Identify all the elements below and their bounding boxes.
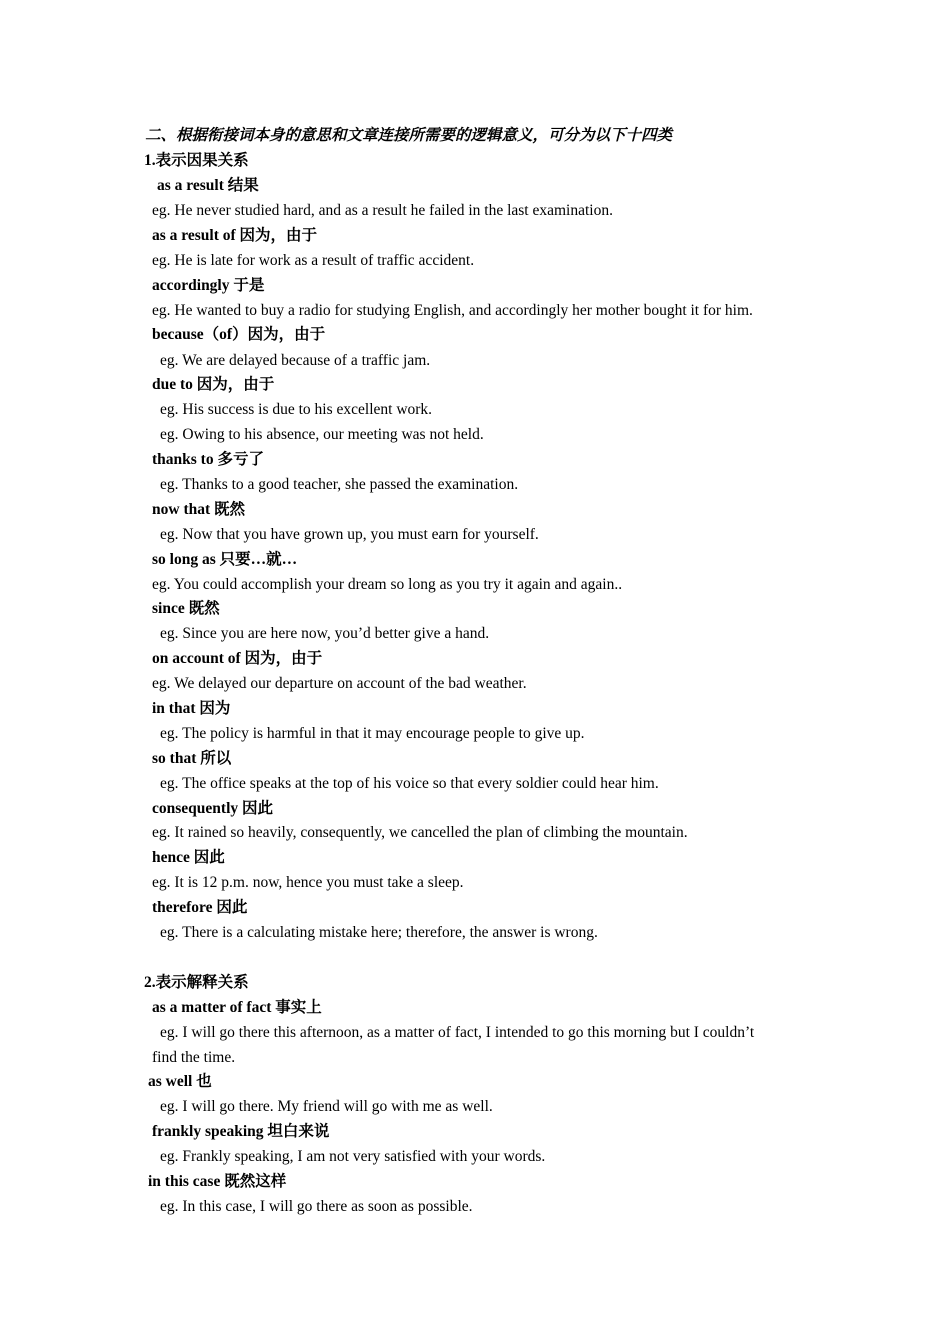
- example-sentence: eg. He wanted to buy a radio for studying English, and accordingly her mother bought it for him.: [152, 302, 753, 319]
- example-sentence: eg. He is late for work as a result of traffic accident.: [152, 252, 475, 269]
- term-in-this-case: in this case 既然这样: [148, 1173, 287, 1190]
- document-heading: 二、根据衔接词本身的意思和文章连接所需要的逻辑意义，可分为以下十四类: [145, 127, 673, 144]
- example-sentence: eg. We delayed our departure on account of the bad weather.: [152, 675, 527, 692]
- term-therefore: therefore 因此: [152, 899, 248, 916]
- example-sentence: eg. I will go there this afternoon, as a matter of fact, I intended to go this morning but I couldn’t: [160, 1024, 755, 1041]
- example-sentence: eg. The policy is harmful in that it may encourage people to give up.: [160, 725, 585, 742]
- example-sentence: eg. Thanks to a good teacher, she passed the examination.: [160, 476, 519, 493]
- term-so-that: so that 所以: [152, 750, 232, 767]
- term-as-well: as well 也: [148, 1073, 212, 1090]
- term-since: since 既然: [152, 600, 220, 617]
- example-sentence: eg. Owing to his absence, our meeting was not held.: [160, 426, 484, 443]
- term-consequently: consequently 因此: [152, 800, 273, 817]
- example-sentence: eg. I will go there. My friend will go with me as well.: [160, 1098, 493, 1115]
- term-thanks-to: thanks to 多亏了: [152, 451, 264, 468]
- term-due-to: due to 因为，由于: [152, 376, 275, 393]
- example-sentence: eg. The office speaks at the top of his voice so that every soldier could hear him.: [160, 775, 659, 792]
- term-so-long-as: so long as 只要…就…: [152, 551, 298, 568]
- example-sentence: eg. Since you are here now, you’d better give a hand.: [160, 625, 490, 642]
- term-frankly-speaking: frankly speaking 坦白来说: [152, 1123, 330, 1140]
- example-sentence: eg. There is a calculating mistake here; therefore, the answer is wrong.: [160, 924, 598, 941]
- term-hence: hence 因此: [152, 849, 225, 866]
- term-because-of: because（of）因为，由于: [152, 326, 326, 343]
- section-title: 1.表示因果关系: [144, 152, 249, 169]
- term-as-a-matter-of-fact: as a matter of fact 事实上: [152, 999, 322, 1016]
- section-title: 2.表示解释关系: [144, 974, 249, 991]
- term-on-account-of: on account of 因为，由于: [152, 650, 323, 667]
- example-sentence: eg. You could accomplish your dream so long as you try it again and again..: [152, 576, 623, 593]
- term-as-a-result-of: as a result of 因为，由于: [152, 227, 318, 244]
- example-sentence: eg. Now that you have grown up, you must earn for yourself.: [160, 526, 539, 543]
- example-sentence: eg. He never studied hard, and as a result he failed in the last examination.: [152, 202, 613, 219]
- example-sentence: eg. We are delayed because of a traffic jam.: [160, 352, 431, 369]
- example-sentence: eg. It rained so heavily, consequently, we cancelled the plan of climbing the mountain.: [152, 824, 688, 841]
- term-as-a-result: as a result 结果: [157, 177, 259, 194]
- example-sentence: eg. Frankly speaking, I am not very satisfied with your words.: [160, 1148, 546, 1165]
- term-now-that: now that 既然: [152, 501, 246, 518]
- example-sentence: eg. It is 12 p.m. now, hence you must take a sleep.: [152, 874, 464, 891]
- term-in-that: in that 因为: [152, 700, 231, 717]
- example-sentence: eg. His success is due to his excellent work.: [160, 401, 433, 418]
- term-accordingly: accordingly 于是: [152, 277, 265, 294]
- example-sentence: eg. In this case, I will go there as soon as possible.: [160, 1198, 473, 1215]
- example-sentence-continuation: find the time.: [152, 1049, 236, 1066]
